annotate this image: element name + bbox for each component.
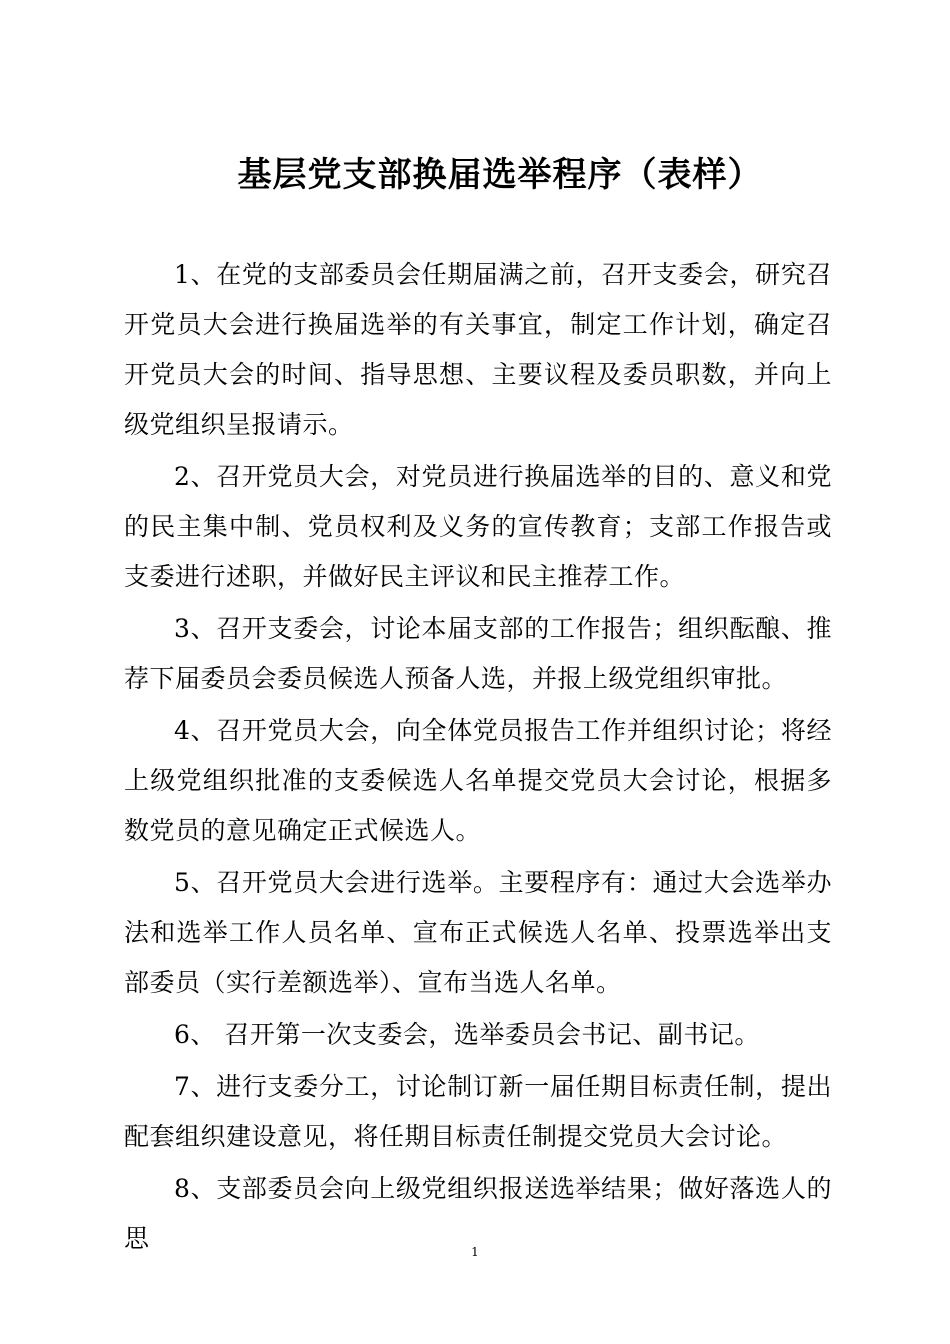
document-body — [124, 250, 832, 1266]
paragraph-2: 2、召开党员大会，对党员进行换届选举的目的、意义和党的民主集中制、党员权利及义务的宣传教育；支部工作报告或支委进行述职，并做好民主评议和民主推荐工作。 — [124, 462, 832, 591]
paragraph-7: 7、进行支委分工，讨论制订新一届任期目标责任制，提出配套组织建设意见，将任期目标责任制提交党员大会讨论。 — [124, 1072, 832, 1151]
paragraph-3: 3、召开支委会，讨论本届支部的工作报告；组织酝酿、推荐下届委员会委员候选人预备人选，并报上级党组织审批。 — [124, 614, 832, 693]
paragraph-8: 8、支部委员会向上级党组织报送选举结果；做好落选人的思 — [124, 1174, 832, 1253]
page-number: 1 — [471, 1245, 479, 1259]
paragraph-1: 1、在党的支部委员会任期届满之前，召开支委会，研究召开党员大会进行换届选举的有关事宜，制定工作计划，确定召开党员大会的时间、指导思想、主要议程及委员职数，并向上级党组织呈报请示。 — [124, 260, 832, 439]
paragraph-5: 5、召开党员大会进行选举。主要程序有：通过大会选举办法和选举工作人员名单、宣布正式候选人名单、投票选举出支部委员（实行差额选举）、宣布当选人名单。 — [124, 868, 832, 997]
paragraph-6: 6、 召开第一次支委会，选举委员会书记、副书记。 — [174, 1020, 760, 1049]
document-title: 基层党支部换届选举程序（表样） — [237, 155, 763, 195]
paragraph-4: 4、召开党员大会，向全体党员报告工作并组织讨论；将经上级党组织批准的支委候选人名单提交党员大会讨论，根据多数党员的意见确定正式候选人。 — [124, 716, 832, 845]
